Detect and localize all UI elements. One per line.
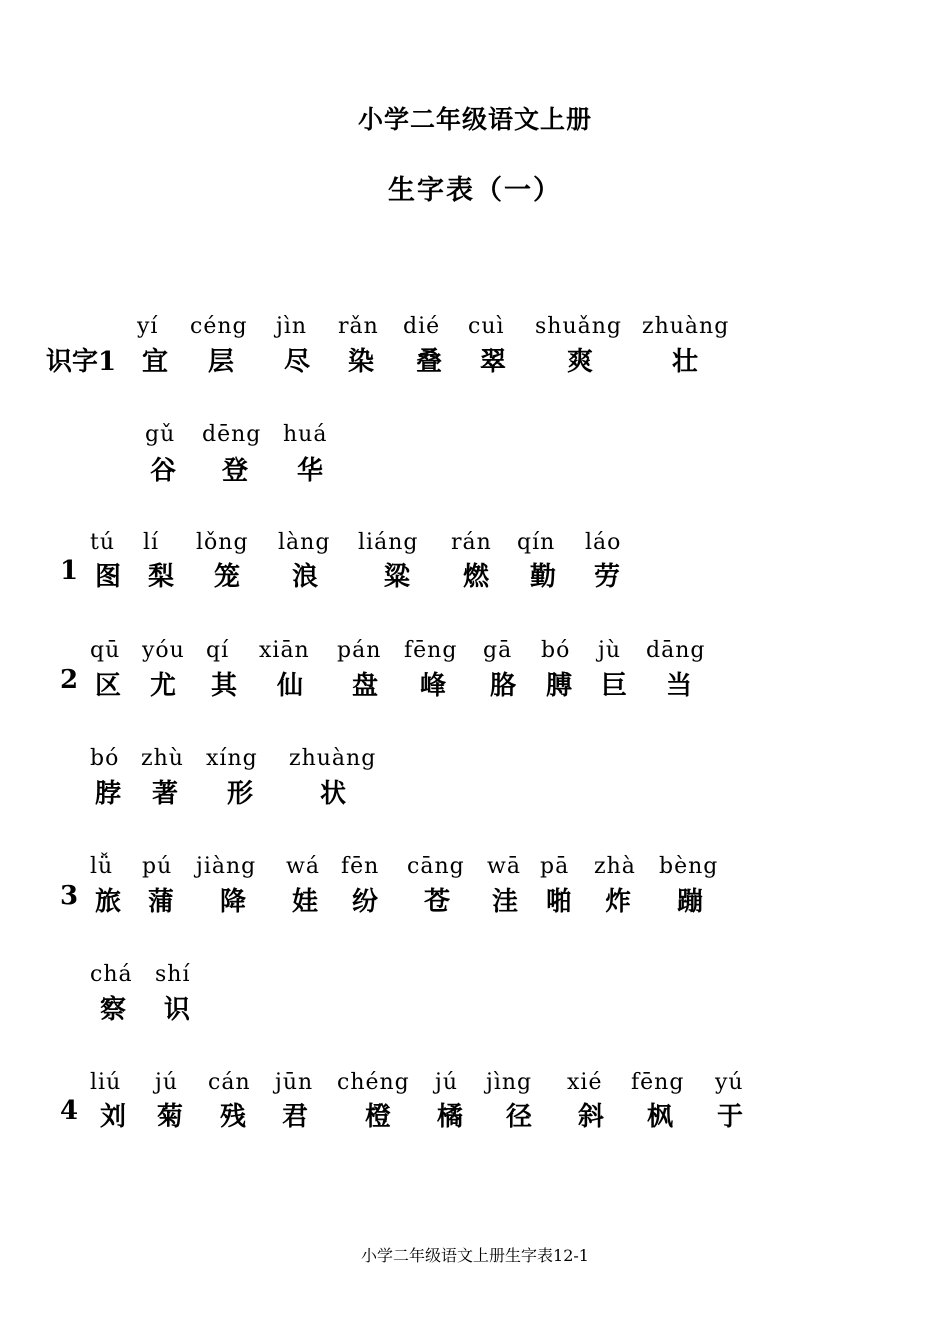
hanzi-character: 形: [227, 779, 254, 809]
hanzi-character: 梨: [148, 562, 175, 592]
pinyin-text: jìng: [486, 1070, 533, 1095]
pinyin-text: jiàng: [196, 854, 257, 879]
pinyin-text: bó: [90, 746, 120, 771]
pinyin-text: rán: [451, 530, 492, 555]
pinyin-text: dāng: [646, 638, 706, 663]
hanzi-character: 脖: [95, 779, 122, 809]
pinyin-text: liáng: [358, 530, 419, 555]
pinyin-text: huá: [283, 422, 328, 447]
pinyin-text: láo: [585, 530, 622, 555]
pinyin-text: yú: [715, 1070, 744, 1095]
pinyin-text: jú: [155, 1070, 178, 1095]
pinyin-text: zhuàng: [642, 314, 730, 339]
page-subtitle: 生字表（一）: [388, 175, 562, 206]
hanzi-character: 当: [666, 671, 693, 701]
hanzi-character: 著: [152, 779, 179, 809]
pinyin-text: bó: [541, 638, 571, 663]
pinyin-text: cāng: [407, 854, 465, 879]
hanzi-character: 洼: [492, 887, 519, 917]
hanzi-character: 层: [208, 347, 235, 377]
hanzi-character: 其: [211, 671, 238, 701]
pinyin-text: céng: [190, 314, 248, 339]
hanzi-character: 谷: [150, 456, 177, 486]
pinyin-text: wá: [286, 854, 320, 879]
pinyin-text: shuǎng: [535, 314, 622, 339]
pinyin-text: jù: [598, 638, 621, 663]
lesson-label: 4: [60, 1096, 79, 1126]
hanzi-character: 刘: [100, 1102, 127, 1132]
hanzi-character: 翠: [480, 347, 507, 377]
pinyin-text: pán: [337, 638, 382, 663]
hanzi-character: 径: [506, 1102, 533, 1132]
hanzi-character: 降: [220, 887, 247, 917]
hanzi-character: 胳: [490, 671, 517, 701]
hanzi-character: 登: [222, 456, 249, 486]
lesson-label: 3: [60, 881, 79, 911]
pinyin-text: pú: [142, 854, 173, 879]
hanzi-character: 炸: [605, 887, 632, 917]
pinyin-text: chá: [90, 962, 133, 987]
hanzi-character: 啪: [546, 887, 573, 917]
hanzi-character: 峰: [420, 671, 447, 701]
pinyin-text: fēn: [341, 854, 380, 879]
pinyin-text: yóu: [142, 638, 185, 663]
hanzi-character: 蹦: [677, 887, 704, 917]
pinyin-text: fēng: [404, 638, 458, 663]
hanzi-character: 菊: [157, 1102, 184, 1132]
hanzi-character: 劳: [594, 562, 621, 592]
pinyin-text: cán: [208, 1070, 251, 1095]
pinyin-text: zhuàng: [289, 746, 377, 771]
hanzi-character: 染: [348, 347, 375, 377]
pinyin-text: jìn: [276, 314, 308, 339]
hanzi-character: 君: [282, 1102, 309, 1132]
pinyin-text: lǒng: [196, 530, 249, 555]
hanzi-character: 爽: [567, 347, 594, 377]
pinyin-text: qí: [206, 638, 230, 663]
pinyin-text: làng: [278, 530, 331, 555]
hanzi-character: 壮: [672, 347, 699, 377]
hanzi-character: 膊: [546, 671, 573, 701]
hanzi-character: 娃: [292, 887, 319, 917]
pinyin-text: gǔ: [145, 422, 176, 447]
lesson-label: 识字1: [46, 347, 117, 377]
pinyin-text: lǚ: [90, 854, 114, 879]
pinyin-text: lí: [143, 530, 160, 555]
hanzi-character: 于: [717, 1102, 744, 1132]
pinyin-text: bèng: [659, 854, 719, 879]
lesson-label: 1: [60, 556, 79, 586]
hanzi-character: 识: [164, 995, 191, 1025]
pinyin-text: yí: [137, 314, 159, 339]
pinyin-text: cuì: [468, 314, 505, 339]
hanzi-character: 粱: [384, 562, 411, 592]
hanzi-character: 区: [95, 671, 122, 701]
pinyin-text: shí: [155, 962, 191, 987]
pinyin-text: fēng: [631, 1070, 685, 1095]
page-footer: 小学二年级语文上册生字表12-1: [361, 1246, 589, 1265]
hanzi-character: 状: [320, 779, 347, 809]
hanzi-character: 仙: [277, 671, 304, 701]
pinyin-text: rǎn: [338, 314, 379, 339]
hanzi-character: 纷: [352, 887, 379, 917]
hanzi-character: 斜: [578, 1102, 605, 1132]
pinyin-text: zhà: [594, 854, 636, 879]
pinyin-text: pā: [540, 854, 570, 879]
pinyin-text: jūn: [275, 1070, 314, 1095]
pinyin-text: chéng: [337, 1070, 410, 1095]
hanzi-character: 旅: [95, 887, 122, 917]
hanzi-character: 华: [297, 456, 324, 486]
lesson-label: 2: [60, 665, 79, 695]
hanzi-character: 橙: [365, 1102, 392, 1132]
hanzi-character: 浪: [292, 562, 319, 592]
pinyin-text: gā: [483, 638, 513, 663]
hanzi-character: 枫: [647, 1102, 674, 1132]
pinyin-text: tú: [90, 530, 116, 555]
pinyin-text: jú: [435, 1070, 458, 1095]
hanzi-character: 叠: [416, 347, 443, 377]
pinyin-text: dié: [403, 314, 441, 339]
pinyin-text: qín: [517, 530, 556, 555]
hanzi-character: 勤: [530, 562, 557, 592]
pinyin-text: xiān: [259, 638, 310, 663]
hanzi-character: 尽: [284, 347, 311, 377]
hanzi-character: 橘: [437, 1102, 464, 1132]
hanzi-character: 宜: [142, 347, 169, 377]
pinyin-text: xié: [567, 1070, 603, 1095]
pinyin-text: qū: [90, 638, 121, 663]
hanzi-character: 盘: [352, 671, 379, 701]
pinyin-text: wā: [487, 854, 521, 879]
hanzi-character: 苍: [424, 887, 451, 917]
hanzi-character: 笼: [214, 562, 241, 592]
hanzi-character: 察: [100, 995, 127, 1025]
pinyin-text: xíng: [206, 746, 258, 771]
hanzi-character: 燃: [463, 562, 490, 592]
hanzi-character: 尤: [150, 671, 177, 701]
pinyin-text: zhù: [141, 746, 184, 771]
pinyin-text: liú: [90, 1070, 122, 1095]
hanzi-character: 图: [95, 562, 122, 592]
hanzi-character: 巨: [601, 671, 628, 701]
pinyin-text: dēng: [202, 422, 262, 447]
hanzi-character: 残: [220, 1102, 247, 1132]
hanzi-character: 蒲: [148, 887, 175, 917]
page-title: 小学二年级语文上册: [357, 105, 592, 134]
